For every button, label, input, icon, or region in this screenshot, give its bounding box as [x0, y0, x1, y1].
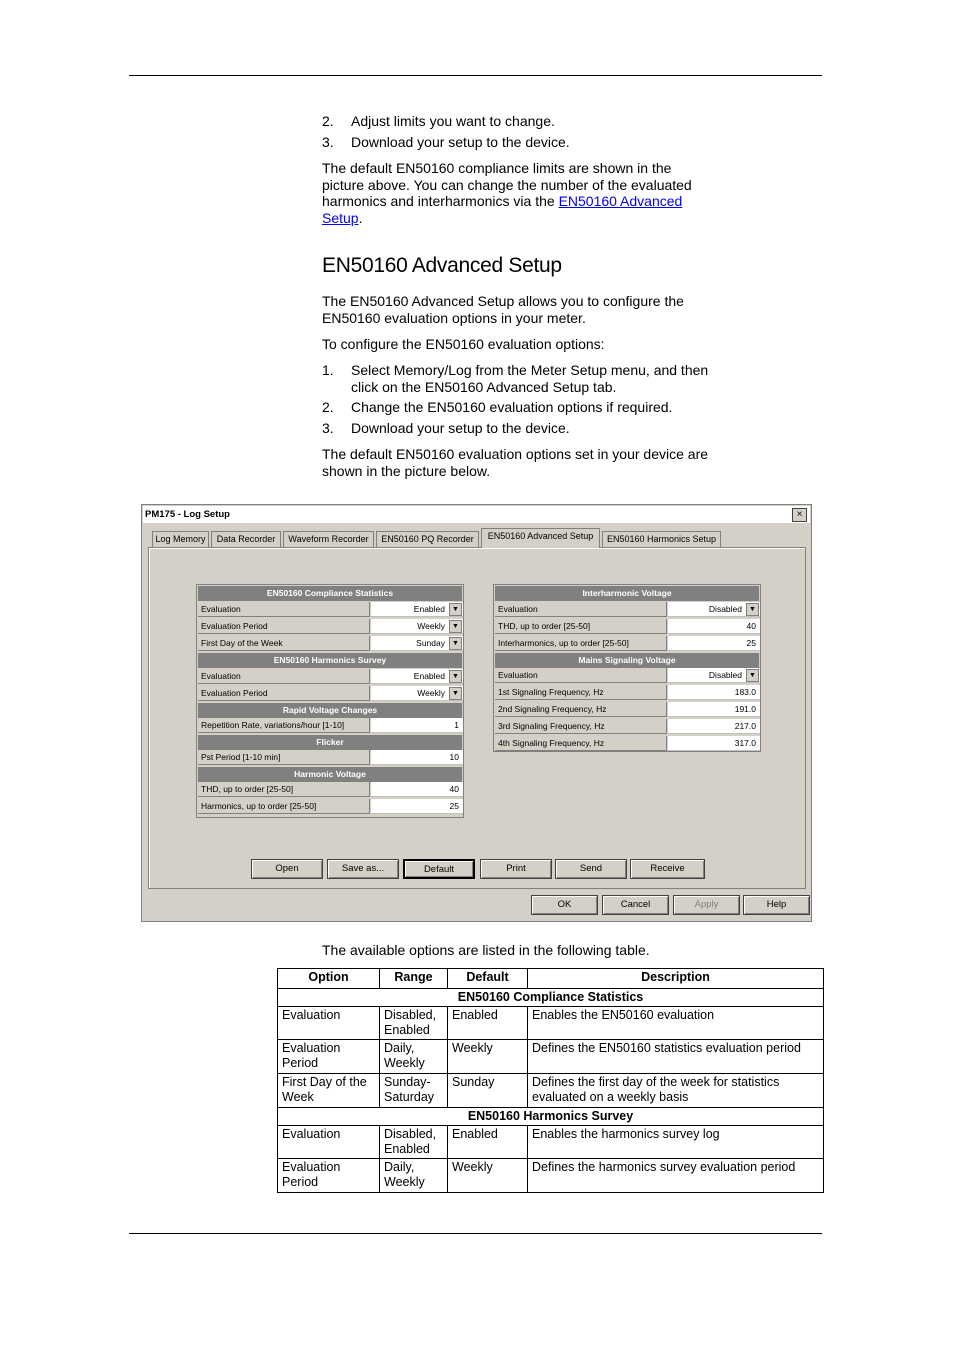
table-row: Evaluation Period Daily, Weekly Weekly Defines the harmonics survey evaluation period [278, 1159, 824, 1193]
grid-row: Harmonics, up to order [25-50] 25 [198, 799, 462, 815]
signaling-frequency-4-input[interactable]: 317.0 [668, 736, 760, 751]
grid-row: Evaluation Period Weekly ▼ [198, 619, 462, 635]
grid-row: 1st Signaling Frequency, Hz 183.0 [495, 685, 759, 701]
chevron-down-icon[interactable]: ▼ [746, 603, 759, 616]
apply-button[interactable]: Apply [673, 895, 740, 915]
grid-row: Pst Period [1-10 min] 10 [198, 750, 462, 766]
save-as-button[interactable]: Save as... [327, 859, 399, 879]
table-section-row: EN50160 Harmonics Survey [278, 1108, 824, 1126]
tab-data-recorder[interactable]: Data Recorder [211, 531, 281, 547]
paragraph-picture-below: The default EN50160 evaluation options set in your device are shown in the picture below. [322, 446, 709, 479]
table-header-row [278, 969, 824, 989]
first-day-dropdown[interactable]: Sunday ▼ [371, 636, 463, 651]
grid-section-header: Rapid Voltage Changes [198, 703, 462, 718]
receive-button[interactable]: Receive [630, 859, 705, 879]
interharmonic-thd-input[interactable]: 40 [668, 619, 760, 634]
grid-row: Evaluation Enabled ▼ [198, 602, 462, 618]
thd-order-input[interactable]: 40 [371, 782, 463, 797]
grid-row: Evaluation Disabled ▼ [495, 602, 759, 618]
grid-row: Evaluation Enabled ▼ [198, 669, 462, 685]
footer-rule [129, 1233, 822, 1234]
grid-row: THD, up to order [25-50] 40 [198, 782, 462, 798]
col-description: Description [528, 969, 824, 989]
mains-evaluation-dropdown[interactable]: Disabled ▼ [668, 668, 760, 683]
chevron-down-icon[interactable]: ▼ [449, 603, 462, 616]
step-number: 2. [322, 113, 334, 129]
grid-section-header: Harmonic Voltage [198, 767, 462, 782]
config-step [322, 399, 742, 416]
step-number: 2. [322, 399, 334, 415]
chevron-down-icon[interactable]: ▼ [449, 637, 462, 650]
chevron-down-icon[interactable]: ▼ [449, 670, 462, 683]
table-row: Evaluation Disabled, Enabled Enabled Enables the EN50160 evaluation [278, 1007, 824, 1040]
signaling-frequency-3-input[interactable]: 217.0 [668, 719, 760, 734]
interharmonic-evaluation-dropdown[interactable]: Disabled ▼ [668, 602, 760, 617]
pst-period-input[interactable]: 10 [371, 750, 463, 765]
tab-panel [148, 547, 806, 889]
intro-step [322, 134, 742, 151]
table-intro: The available options are listed in the following table. [322, 942, 650, 958]
grid-section-header: Interharmonic Voltage [495, 586, 759, 601]
signaling-frequency-1-input[interactable]: 183.0 [668, 685, 760, 700]
step-text: Download your setup to the device. [351, 134, 570, 150]
grid-row: 2nd Signaling Frequency, Hz 191.0 [495, 702, 759, 718]
survey-period-dropdown[interactable]: Weekly ▼ [371, 686, 463, 701]
paragraph-default-limits: The default EN50160 compliance limits are shown in the picture above. You can change the number of the evaluated harmonics and interharmonics via the EN50160 Advanced Setup. [322, 160, 692, 226]
en50160-advanced-setup-link[interactable]: EN50160 Advanced Setup [322, 193, 683, 226]
tab-en50160-pq-recorder[interactable]: EN50160 PQ Recorder [376, 531, 479, 547]
col-default: Default [448, 969, 528, 989]
close-icon[interactable]: × [792, 508, 807, 522]
chevron-down-icon[interactable]: ▼ [449, 620, 462, 633]
config-step [322, 420, 742, 437]
evaluation-period-dropdown[interactable]: Weekly ▼ [371, 619, 463, 634]
header-rule [129, 75, 822, 76]
grid-section-header: EN50160 Compliance Statistics [198, 586, 462, 601]
tab-log-memory[interactable]: Log Memory [152, 531, 209, 547]
harmonics-order-input[interactable]: 25 [371, 799, 463, 814]
step-number: 3. [322, 134, 334, 150]
print-button[interactable]: Print [480, 859, 552, 879]
signaling-frequency-2-input[interactable]: 191.0 [668, 702, 760, 717]
config-step [322, 362, 742, 396]
open-button[interactable]: Open [251, 859, 323, 879]
col-range: Range [380, 969, 448, 989]
survey-evaluation-dropdown[interactable]: Enabled ▼ [371, 669, 463, 684]
intro-step [322, 113, 742, 130]
col-option: Option [278, 969, 380, 989]
grid-row: Repetition Rate, variations/hour [1-10] 1 [198, 718, 462, 734]
step-text: Adjust limits you want to change. [351, 113, 555, 129]
table-section-row: EN50160 Compliance Statistics [278, 989, 824, 1007]
grid-row: THD, up to order [25-50] 40 [495, 619, 759, 635]
table-row: Evaluation Period Daily, Weekly Weekly Defines the EN50160 statistics evaluation period [278, 1040, 824, 1074]
evaluation-dropdown[interactable]: Enabled ▼ [371, 602, 463, 617]
chevron-down-icon[interactable]: ▼ [746, 669, 759, 682]
grid-row: First Day of the Week Sunday ▼ [198, 636, 462, 652]
repetition-rate-input[interactable]: 1 [371, 718, 463, 733]
grid-section-header: EN50160 Harmonics Survey [198, 653, 462, 668]
table-row: First Day of the Week Sunday-Saturday Sunday Defines the first day of the week for statistics evaluated on a weekly basis [278, 1074, 824, 1108]
cancel-button[interactable]: Cancel [602, 895, 669, 915]
grid-section-header: Mains Signaling Voltage [495, 653, 759, 668]
tab-waveform-recorder[interactable]: Waveform Recorder [283, 531, 374, 547]
tab-en50160-advanced-setup[interactable]: EN50160 Advanced Setup [481, 528, 600, 548]
section-title: EN50160 Advanced Setup [322, 254, 562, 277]
grid-section-header: Flicker [198, 735, 462, 750]
step-number: 1. [322, 362, 334, 378]
step-number: 3. [322, 420, 334, 436]
default-button[interactable]: Default [403, 859, 475, 879]
right-options-grid [493, 584, 761, 752]
grid-row: Evaluation Period Weekly ▼ [198, 686, 462, 702]
grid-row: 3rd Signaling Frequency, Hz 217.0 [495, 719, 759, 735]
table-row: Evaluation Disabled, Enabled Enabled Enables the harmonics survey log [278, 1126, 824, 1159]
send-button[interactable]: Send [555, 859, 627, 879]
paragraph-intro: The EN50160 Advanced Setup allows you to configure the EN50160 evaluation options in your meter. [322, 293, 684, 326]
step-text: Download your setup to the device. [351, 420, 570, 436]
dialog-title: PM175 - Log Setup [145, 509, 230, 520]
tab-en50160-harmonics-setup[interactable]: EN50160 Harmonics Setup [602, 531, 721, 547]
dialog-title-bar [143, 506, 810, 523]
step-text: Change the EN50160 evaluation options if required. [351, 399, 673, 415]
grid-row: Interharmonics, up to order [25-50] 25 [495, 636, 759, 652]
help-button[interactable]: Help [743, 895, 810, 915]
log-setup-dialog [141, 504, 812, 922]
options-table [277, 968, 824, 1193]
step-text: Select Memory/Log from the Meter Setup menu, and then click on the EN50160 Advanced Setup tab. [351, 362, 709, 395]
grid-row: Evaluation Disabled ▼ [495, 668, 759, 684]
chevron-down-icon[interactable]: ▼ [449, 687, 462, 700]
interharmonics-order-input[interactable]: 25 [668, 636, 760, 651]
ok-button[interactable]: OK [531, 895, 598, 915]
paragraph-configure: To configure the EN50160 evaluation options: [322, 336, 605, 352]
left-options-grid [196, 584, 464, 818]
grid-row: 4th Signaling Frequency, Hz 317.0 [495, 736, 759, 752]
